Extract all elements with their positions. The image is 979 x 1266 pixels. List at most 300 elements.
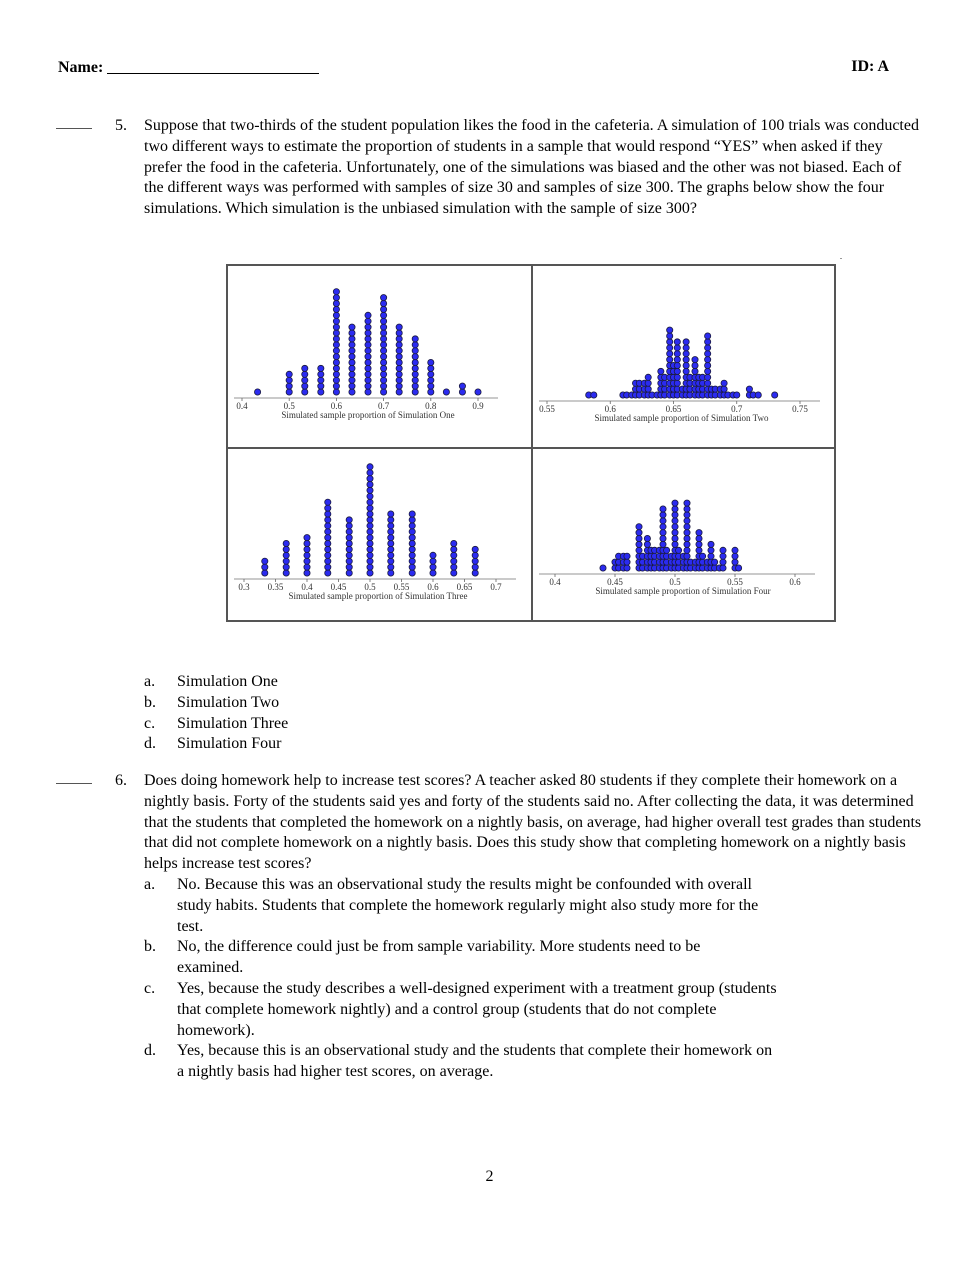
data-dot (705, 351, 711, 357)
data-dot (674, 368, 680, 374)
data-dot (672, 541, 678, 547)
data-dot (367, 540, 373, 546)
data-dot (346, 529, 352, 535)
data-dot (302, 377, 308, 383)
data-dot (684, 535, 690, 541)
data-dot (333, 389, 339, 395)
question-5 (56, 116, 926, 220)
data-dot (365, 371, 371, 377)
data-dot (412, 365, 418, 371)
data-dot (381, 336, 387, 342)
data-dot (636, 547, 642, 553)
data-dot (645, 386, 651, 392)
data-dot (672, 500, 678, 506)
answer-blank[interactable] (56, 783, 92, 784)
data-dot (396, 336, 402, 342)
data-dot (325, 517, 331, 523)
tick-label: 0.65 (456, 582, 473, 592)
data-dot (674, 351, 680, 357)
data-dot (396, 354, 402, 360)
data-dot (396, 371, 402, 377)
data-dot (388, 552, 394, 558)
question-6 (56, 771, 926, 1083)
data-dot (683, 357, 689, 363)
data-dot (430, 552, 436, 558)
data-dot (333, 359, 339, 365)
data-dot (349, 371, 355, 377)
data-dot (346, 564, 352, 570)
data-dot (705, 362, 711, 368)
data-dot (333, 318, 339, 324)
data-dot (381, 300, 387, 306)
data-dot (412, 354, 418, 360)
data-dot (430, 564, 436, 570)
tick-label: 0.4 (549, 577, 561, 587)
option-c[interactable]: c. Simulation Three (144, 714, 289, 732)
data-dot (396, 324, 402, 330)
data-dot (304, 535, 310, 541)
data-dot (349, 354, 355, 360)
data-dot (409, 570, 415, 576)
data-dot (667, 345, 673, 351)
data-dot (304, 564, 310, 570)
data-dot (381, 377, 387, 383)
data-dot (318, 383, 324, 389)
data-dot (318, 365, 324, 371)
axis-title: Simulated sample proportion of Simulation One (281, 410, 455, 420)
data-dot (388, 564, 394, 570)
data-dot (346, 570, 352, 576)
data-dot (367, 470, 373, 476)
data-dot (396, 348, 402, 354)
data-dot (672, 512, 678, 518)
data-dot (367, 476, 373, 482)
data-dot (732, 559, 738, 565)
data-dot (721, 386, 727, 392)
data-dot (365, 377, 371, 383)
option-a[interactable]: a. No. Because this was an observational study the results might be confounded with overall study habits. Students that complete the homework regularly might also study more for the test. (144, 875, 759, 935)
tick-label: 0.6 (427, 582, 439, 592)
data-dot (381, 295, 387, 301)
data-dot (325, 535, 331, 541)
data-dot (396, 389, 402, 395)
data-dot (283, 540, 289, 546)
data-dot (333, 295, 339, 301)
data-dot (333, 300, 339, 306)
data-dot (696, 535, 702, 541)
data-dot (365, 365, 371, 371)
data-dot (262, 570, 268, 576)
data-dot (684, 518, 690, 524)
data-dot (667, 333, 673, 339)
data-dot (644, 535, 650, 541)
data-dot (428, 365, 434, 371)
tick-label: 0.55 (539, 404, 555, 414)
data-dot (349, 377, 355, 383)
data-dot (443, 389, 449, 395)
data-dot (367, 529, 373, 535)
data-dot (428, 371, 434, 377)
data-dot (459, 383, 465, 389)
data-dot (636, 524, 642, 530)
data-dot (302, 389, 308, 395)
data-dot (645, 374, 651, 380)
data-dot (325, 546, 331, 552)
data-dot (388, 570, 394, 576)
data-dot (381, 389, 387, 395)
data-dot (346, 523, 352, 529)
data-dot (346, 540, 352, 546)
answer-blank[interactable] (56, 128, 92, 129)
dotplot-simulation-four (533, 449, 834, 620)
data-dot (349, 324, 355, 330)
data-dot (304, 570, 310, 576)
option-b[interactable]: b. No, the difference could just be from sample variability. More students need to be examined. (144, 938, 701, 977)
data-dot (349, 342, 355, 348)
data-dot (672, 535, 678, 541)
data-dot (346, 517, 352, 523)
data-dot (676, 547, 682, 553)
data-dot (451, 564, 457, 570)
data-dot (674, 374, 680, 380)
data-dot (302, 383, 308, 389)
data-dot (660, 524, 666, 530)
data-dot (409, 540, 415, 546)
data-dot (388, 529, 394, 535)
tick-label: 0.8 (425, 401, 437, 411)
stray-mark (840, 258, 842, 259)
data-dot (318, 371, 324, 377)
data-dot (286, 383, 292, 389)
data-dot (388, 523, 394, 529)
data-dot (367, 493, 373, 499)
data-dot (367, 570, 373, 576)
data-dot (667, 351, 673, 357)
data-dot (746, 386, 752, 392)
question-stem: Suppose that two-thirds of the student population likes the food in the cafeteria. A simulation of 100 trials was conducted two different ways to estimate the proportion of students in a sample that would respond “YES” when asked if they prefer the food in the cafeteria. Unfortunately, one of the simulations was biased and the other was not biased. Each of the different ways was performed with samples of size 30 and samples of size 300. The graphs below show the four simulations. Which simulation is the unbiased simulation with the sample of size 300? (144, 117, 919, 218)
data-dot (333, 365, 339, 371)
data-dot (660, 518, 666, 524)
data-dot (674, 362, 680, 368)
data-dot (696, 530, 702, 536)
tick-label: 0.5 (364, 582, 376, 592)
axis-title: Simulated sample proportion of Simulation Four (595, 586, 771, 596)
data-dot (472, 552, 478, 558)
data-dot (732, 547, 738, 553)
data-dot (367, 564, 373, 570)
data-dot (674, 345, 680, 351)
data-dot (692, 357, 698, 363)
axis-title: Simulated sample proportion of Simulation Two (594, 413, 769, 423)
data-dot (325, 570, 331, 576)
data-dot (674, 357, 680, 363)
data-dot (412, 377, 418, 383)
tick-label: 0.3 (238, 582, 250, 592)
data-dot (349, 389, 355, 395)
data-dot (381, 324, 387, 330)
data-dot (705, 368, 711, 374)
option-d[interactable]: d. Yes, because this is an observational study and the students that complete their homework on a nightly basis had higher test scores, on average. (144, 1042, 773, 1081)
data-dot (459, 389, 465, 395)
tick-label: 0.9 (472, 401, 484, 411)
data-dot (674, 380, 680, 386)
option-c[interactable]: c. Yes, because the study describes a well-designed experiment with a treatment group (students that complete homework nightly) and a control group (students that do not complete homework). (144, 979, 777, 1039)
data-dot (349, 336, 355, 342)
data-dot (388, 540, 394, 546)
data-dot (684, 506, 690, 512)
data-dot (451, 540, 457, 546)
data-dot (325, 529, 331, 535)
data-dot (325, 552, 331, 558)
name-field (58, 58, 319, 77)
data-dot (283, 570, 289, 576)
data-dot (684, 547, 690, 553)
data-dot (333, 383, 339, 389)
data-dot (325, 564, 331, 570)
data-dot (696, 547, 702, 553)
data-dot (304, 540, 310, 546)
data-dot (472, 564, 478, 570)
data-dot (705, 339, 711, 345)
data-dot (412, 359, 418, 365)
data-dot (381, 318, 387, 324)
data-dot (396, 330, 402, 336)
data-dot (591, 392, 597, 398)
data-dot (283, 558, 289, 564)
data-dot (684, 530, 690, 536)
data-dot (692, 368, 698, 374)
data-dot (683, 351, 689, 357)
data-dot (720, 553, 726, 559)
data-dot (367, 505, 373, 511)
id-label: ID: A (851, 58, 889, 75)
question-number: 5. (115, 117, 127, 134)
data-dot (409, 564, 415, 570)
data-dot (365, 354, 371, 360)
tick-label: 0.35 (267, 582, 284, 592)
data-dot (396, 383, 402, 389)
data-dot (644, 541, 650, 547)
option-d[interactable]: d. Simulation Four (144, 735, 282, 753)
data-dot (325, 511, 331, 517)
data-dot (367, 511, 373, 517)
name-label: Name: (58, 59, 104, 76)
data-dot (409, 517, 415, 523)
dotplot-simulation-two (533, 266, 834, 446)
tick-label: 0.6 (789, 577, 801, 587)
data-dot (409, 511, 415, 517)
data-dot (325, 540, 331, 546)
data-dot (600, 565, 606, 571)
data-dot (381, 312, 387, 318)
data-dot (381, 306, 387, 312)
data-dot (304, 552, 310, 558)
data-dot (409, 558, 415, 564)
data-dot (683, 362, 689, 368)
question-5-options (56, 672, 926, 755)
data-dot (325, 558, 331, 564)
data-dot (325, 523, 331, 529)
tick-label: 0.55 (393, 582, 410, 592)
data-dot (708, 553, 714, 559)
data-dot (318, 389, 324, 395)
data-dot (720, 559, 726, 565)
data-dot (412, 348, 418, 354)
data-dot (624, 565, 630, 571)
data-dot (705, 374, 711, 380)
data-dot (365, 318, 371, 324)
data-dot (428, 389, 434, 395)
data-dot (428, 359, 434, 365)
tick-label: 0.45 (607, 577, 623, 587)
data-dot (333, 330, 339, 336)
data-dot (696, 541, 702, 547)
data-dot (367, 499, 373, 505)
data-dot (396, 342, 402, 348)
data-dot (262, 558, 268, 564)
data-dot (684, 524, 690, 530)
data-dot (772, 392, 778, 398)
data-dot (349, 359, 355, 365)
data-dot (396, 365, 402, 371)
data-dot (333, 371, 339, 377)
data-dot (254, 389, 260, 395)
data-dot (396, 359, 402, 365)
data-dot (365, 389, 371, 395)
data-dot (365, 348, 371, 354)
tick-label: 0.7 (377, 401, 390, 411)
question-stem: Does doing homework help to increase test scores? A teacher asked 80 students if they complete their homework on a nightly basis. Forty of the students said yes and forty of the students said no. After collecting the data, it was determined that the students that completed the homework on a nightly basis, on average, had higher overall test grades than students that did not complete homework on a nightly basis. Does this study show that completing homework on a nightly basis helps increase test scores? (144, 772, 922, 873)
tick-label: 0.5 (283, 401, 295, 411)
data-dot (388, 517, 394, 523)
tick-label: 0.65 (665, 404, 682, 414)
data-dot (451, 570, 457, 576)
data-dot (346, 558, 352, 564)
data-dot (451, 558, 457, 564)
tick-label: 0.55 (727, 577, 743, 587)
data-dot (755, 392, 761, 398)
data-dot (365, 330, 371, 336)
option-a[interactable]: a. Simulation One (144, 673, 278, 690)
data-dot (286, 389, 292, 395)
data-dot (734, 392, 740, 398)
data-dot (708, 547, 714, 553)
data-dot (705, 380, 711, 386)
data-dot (381, 342, 387, 348)
tick-label: 0.4 (301, 582, 313, 592)
tick-label: 0.7 (731, 404, 743, 414)
tick-label: 0.75 (792, 404, 808, 414)
data-dot (720, 565, 726, 571)
data-dot (365, 336, 371, 342)
data-dot (333, 354, 339, 360)
data-dot (349, 365, 355, 371)
data-dot (636, 535, 642, 541)
data-dot (636, 541, 642, 547)
data-dot (683, 368, 689, 374)
data-dot (367, 464, 373, 470)
data-dot (409, 535, 415, 541)
tick-label: 0.6 (330, 401, 343, 411)
data-dot (333, 348, 339, 354)
data-dot (381, 348, 387, 354)
data-dot (381, 383, 387, 389)
data-dot (412, 336, 418, 342)
data-dot (302, 365, 308, 371)
data-dot (700, 553, 706, 559)
data-dot (365, 383, 371, 389)
data-dot (381, 371, 387, 377)
data-dot (705, 333, 711, 339)
data-dot (664, 547, 670, 553)
tick-label: 0.5 (669, 577, 681, 587)
data-dot (388, 546, 394, 552)
axis-title: Simulated sample proportion of Simulation Three (288, 591, 468, 601)
data-dot (409, 529, 415, 535)
data-dot (412, 383, 418, 389)
option-b[interactable]: b. Simulation Two (144, 693, 280, 711)
tick-label: 0.4 (236, 401, 248, 411)
data-dot (705, 345, 711, 351)
data-dot (367, 517, 373, 523)
data-dot (388, 535, 394, 541)
data-dot (367, 523, 373, 529)
data-dot (365, 312, 371, 318)
data-dot (333, 306, 339, 312)
data-dot (283, 552, 289, 558)
data-dot (430, 570, 436, 576)
data-dot (660, 512, 666, 518)
data-dot (672, 506, 678, 512)
data-dot (325, 499, 331, 505)
data-dot (667, 339, 673, 345)
data-dot (365, 342, 371, 348)
data-dot (346, 552, 352, 558)
data-dot (472, 558, 478, 564)
question-number: 6. (115, 772, 127, 789)
data-dot (732, 553, 738, 559)
data-dot (624, 553, 630, 559)
data-dot (721, 380, 727, 386)
data-dot (349, 348, 355, 354)
data-dot (333, 324, 339, 330)
data-dot (475, 389, 481, 395)
data-dot (367, 552, 373, 558)
data-dot (705, 357, 711, 363)
dotplot-simulation-one (228, 266, 530, 446)
page-number: 2 (485, 1168, 494, 1185)
name-blank-line[interactable] (107, 58, 319, 74)
data-dot (318, 377, 324, 383)
data-dot (708, 541, 714, 547)
data-dot (428, 383, 434, 389)
data-dot (346, 535, 352, 541)
data-dot (325, 505, 331, 511)
data-dot (409, 523, 415, 529)
data-dot (412, 389, 418, 395)
data-dot (684, 541, 690, 547)
data-dot (667, 357, 673, 363)
data-dot (286, 371, 292, 377)
data-dot (286, 377, 292, 383)
data-dot (333, 342, 339, 348)
dotplot-simulation-three (228, 449, 530, 620)
data-dot (283, 546, 289, 552)
data-dot (365, 324, 371, 330)
data-dot (346, 546, 352, 552)
tick-label: 0.7 (490, 582, 502, 592)
data-dot (304, 546, 310, 552)
